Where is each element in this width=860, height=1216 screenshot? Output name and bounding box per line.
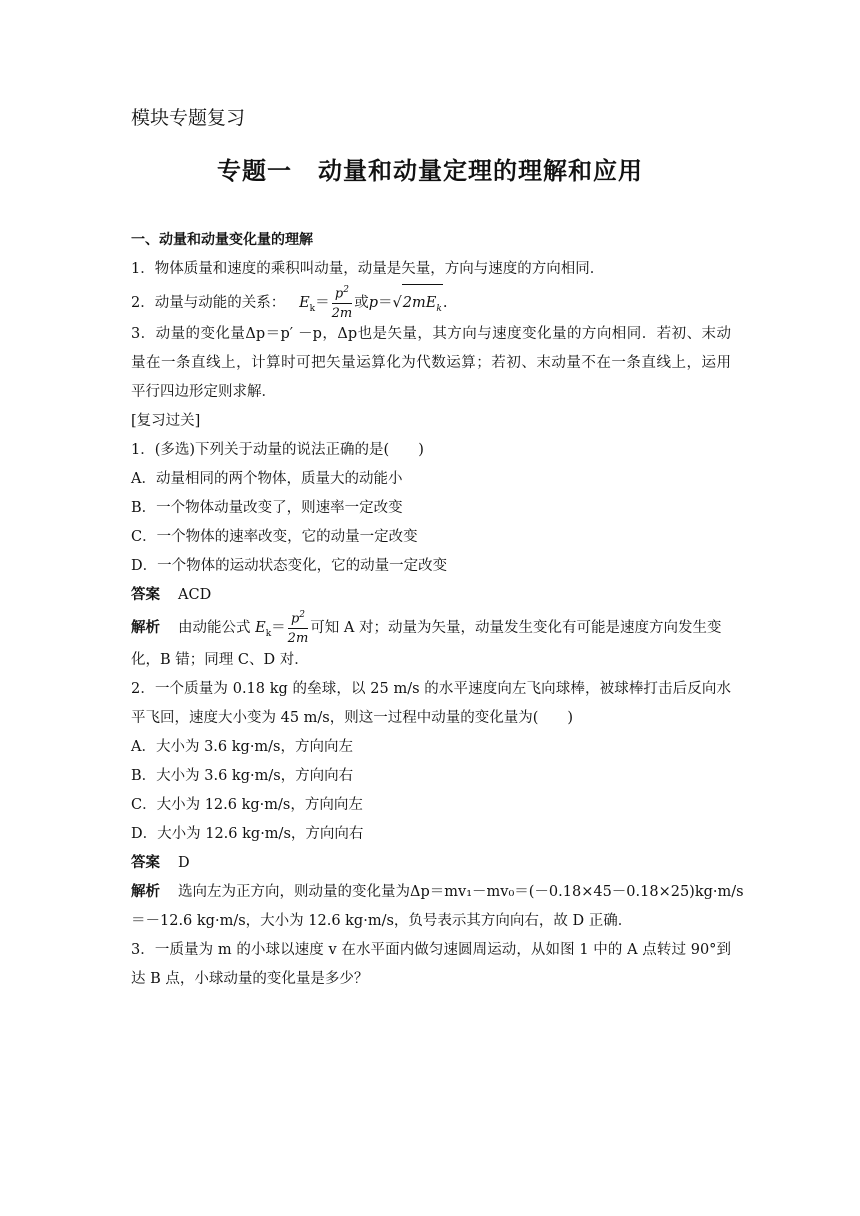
question-1-option-c: C．一个物体的速率改变，它的动量一定改变 (131, 529, 418, 545)
answer-label: 答案 (131, 587, 160, 603)
section-label: 模块专题复习 (131, 107, 246, 129)
analysis-line-1: 选向左为正方向，则动量的变化量为Δp＝mv₁－mv₀＝(－0.18×45－0.18×25)kg·m/s (178, 884, 744, 900)
question-1-stem: 1．(多选)下列关于动量的说法正确的是( ) (131, 442, 424, 458)
section-heading: 一、动量和动量变化量的理解 (131, 232, 313, 248)
paragraph-3-line-1: 3．动量的变化量Δp＝p′ －p，Δp也是矢量，其方向与速度变化量的方向相同．若初、末动 (131, 326, 731, 342)
paragraph-3-line-2: 量在一条直线上，计算时可把矢量运算化为代数运算；若初、末动量不在一条直线上，运用 (131, 355, 731, 371)
question-1-answer (131, 581, 731, 610)
question-2-option-d: D．大小为 12.6 kg·m/s，方向向右 (131, 826, 364, 842)
numerator-exponent: 2 (343, 285, 349, 296)
equals-sign-3: ＝ (271, 620, 286, 636)
question-2-option-b: B．大小为 3.6 kg·m/s，方向向右 (131, 768, 354, 784)
fraction-denominator: 2m (331, 305, 353, 321)
period: . (442, 295, 448, 311)
document-body (131, 226, 744, 994)
fraction-numerator-2: p (290, 611, 300, 627)
question-2-option-c: C．大小为 12.6 kg·m/s，方向向左 (131, 797, 363, 813)
analysis-pre: 由动能公式 (178, 620, 251, 636)
answer-value: ACD (178, 587, 212, 603)
numerator-exponent-2: 2 (299, 610, 305, 621)
fraction-numerator: p (334, 286, 344, 302)
ek-subscript: k (309, 303, 316, 314)
page-title (0, 151, 860, 186)
radicand-text: 2mE (402, 295, 437, 311)
answer-value-2: D (178, 855, 190, 871)
momentum-energy-fraction (332, 286, 353, 319)
question-2-analysis-line-2: ＝－12.6 kg·m/s，大小为 12.6 kg·m/s，负号表示其方向向右，故 D 正确． (131, 913, 633, 929)
review-label: [复习过关] (131, 413, 201, 429)
ek-symbol: E (299, 295, 310, 311)
ek-subscript-2: k (265, 628, 272, 639)
paragraph-2-prefix: 2．动量与动能的关系： (131, 295, 286, 311)
equals-sign-2: ＝ (378, 295, 393, 311)
p-symbol: p (368, 295, 379, 311)
question-3-stem-line-1: 3．一质量为 m 的小球以速度 v 在水平面内做匀速圆周运动，从如图 1 中的 A 点转过 90°到 (131, 942, 731, 958)
question-1-option-b: B．一个物体动量改变了，则速率一定改变 (131, 500, 403, 516)
question-1-analysis (131, 610, 731, 646)
question-1-option-d: D．一个物体的运动状态变化，它的动量一定改变 (131, 558, 448, 574)
question-1-option-a: A．动量相同的两个物体，质量大的动能小 (131, 471, 403, 487)
question-2-option-a: A．大小为 3.6 kg·m/s，方向向左 (131, 739, 354, 755)
analysis-label-2: 解析 (131, 884, 160, 900)
paragraph-2 (131, 284, 731, 320)
question-2-answer (131, 849, 731, 878)
question-2-analysis (131, 878, 744, 907)
analysis-label: 解析 (131, 620, 160, 636)
question-2-stem-line-1: 2．一个质量为 0.18 kg 的垒球，以 25 m/s 的水平速度向左飞向球棒，被球棒打击后反向水 (131, 681, 731, 697)
title-part-2: 动量和动量定理的理解和应用 (318, 157, 643, 185)
kinetic-energy-fraction (288, 611, 309, 644)
or-text: 或 (354, 295, 369, 311)
sqrt-icon: √ (392, 295, 402, 311)
fraction-denominator-2: 2m (287, 630, 309, 646)
equals-sign: ＝ (315, 295, 330, 311)
question-2-stem-line-2: 平飞回，速度大小变为 45 m/s，则这一过程中动量的变化量为( ) (131, 710, 574, 726)
question-1-analysis-line-2: 化，B 错；同理 C、D 对． (131, 652, 309, 668)
paragraph-1: 1．物体质量和速度的乘积叫动量，动量是矢量，方向与速度的方向相同． (131, 261, 605, 277)
paragraph-3-line-3: 平行四边形定则求解． (131, 384, 276, 400)
answer-label-2: 答案 (131, 855, 160, 871)
question-3-stem-line-2: 达 B 点，小球动量的变化量是多少？ (131, 971, 369, 987)
radicand-subscript: k (436, 303, 442, 314)
title-part-1: 专题一 (217, 157, 292, 185)
analysis-post: 可知 A 对；动量为矢量，动量发生变化有可能是速度方向发生变 (310, 620, 722, 636)
ek-symbol-2: E (255, 620, 266, 636)
